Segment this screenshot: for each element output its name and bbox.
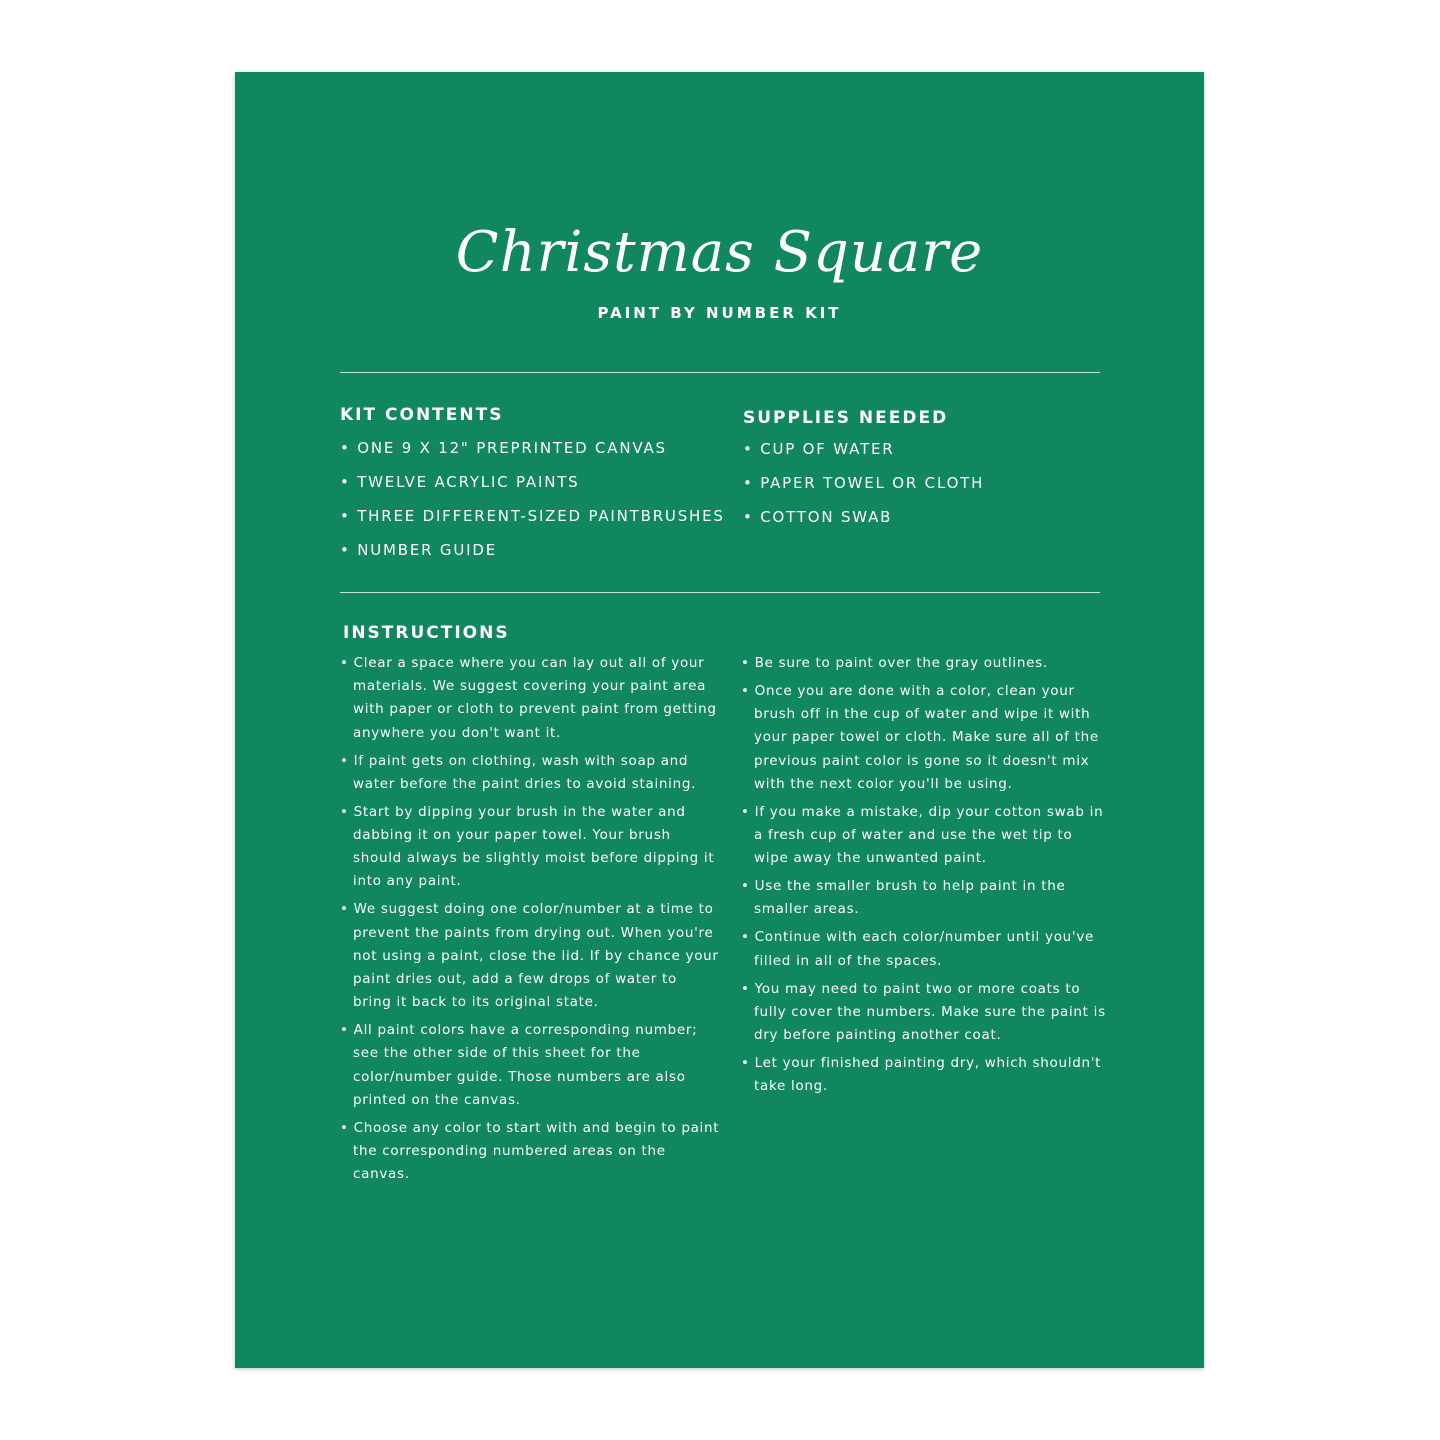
kit-contents-heading: KIT CONTENTS bbox=[340, 405, 504, 425]
sheet-subtitle: PAINT BY NUMBER KIT bbox=[597, 304, 842, 322]
instruction-step: • Let your finished painting dry, which shouldn't take long. bbox=[741, 1055, 1102, 1095]
list-item: • TWELVE ACRYLIC PAINTS bbox=[340, 473, 580, 491]
instruction-step: • If paint gets on clothing, wash with soap and water before the paint dries to avoid staining. bbox=[340, 752, 697, 792]
instruction-step: • You may need to paint two or more coats to fully cover the numbers. Make sure the paint is dry before painting another coat. bbox=[741, 980, 1106, 1044]
list-item: • CUP OF WATER bbox=[743, 440, 895, 458]
list-item: • THREE DIFFERENT-SIZED PAINTBRUSHES bbox=[340, 507, 725, 525]
instruction-step: • Be sure to paint over the gray outlines. bbox=[741, 655, 1048, 671]
instructions-left-column bbox=[340, 652, 720, 1191]
list-item: • PAPER TOWEL OR CLOTH bbox=[743, 474, 985, 492]
list-item: • NUMBER GUIDE bbox=[340, 541, 497, 559]
supplies-needed-heading: SUPPLIES NEEDED bbox=[743, 408, 949, 428]
instruction-step: • We suggest doing one color/number at a time to prevent the paints from drying out. When you're not using a paint, close the lid. If by chance your paint dries out, add a few drops of water to bring it back to its original state. bbox=[340, 901, 719, 1011]
supplies-needed-list bbox=[743, 440, 984, 542]
instruction-step: • Continue with each color/number until you've filled in all of the spaces. bbox=[741, 929, 1095, 969]
instruction-step: • Clear a space where you can lay out all of your materials. We suggest covering your paint area with paper or cloth to prevent paint from getting anywhere you don't want it. bbox=[340, 655, 717, 741]
divider-top bbox=[340, 372, 1100, 373]
instructions-right-column bbox=[741, 652, 1106, 1103]
instruction-step: • Once you are done with a color, clean your brush off in the cup of water and wipe it with your paper towel or cloth. Make sure all of the previous paint color is gone so it doesn't mix with the next color you'll be using. bbox=[741, 683, 1099, 792]
instruction-sheet bbox=[235, 72, 1204, 1368]
divider-middle bbox=[340, 592, 1100, 593]
list-item: • COTTON SWAB bbox=[743, 508, 893, 526]
kit-contents-list bbox=[340, 439, 725, 575]
instruction-step: • Use the smaller brush to help paint in the smaller areas. bbox=[741, 878, 1066, 918]
instruction-step: • Start by dipping your brush in the water and dabbing it on your paper towel. Your brush should always be slightly moist before dipping it into any paint. bbox=[340, 803, 715, 890]
instruction-step: • If you make a mistake, dip your cotton swab in a fresh cup of water and use the wet tip to wipe away the unwanted paint. bbox=[741, 803, 1104, 867]
instruction-step: • All paint colors have a corresponding number; see the other side of this sheet for the color/number guide. Those numbers are also printed on the canvas. bbox=[340, 1022, 698, 1108]
instructions-heading: INSTRUCTIONS bbox=[343, 623, 510, 643]
list-item: • ONE 9 X 12" PREPRINTED CANVAS bbox=[340, 439, 667, 457]
instruction-step: • Choose any color to start with and begin to paint the corresponding numbered areas on the canvas. bbox=[340, 1119, 720, 1183]
sheet-title: Christmas Square bbox=[455, 220, 984, 285]
